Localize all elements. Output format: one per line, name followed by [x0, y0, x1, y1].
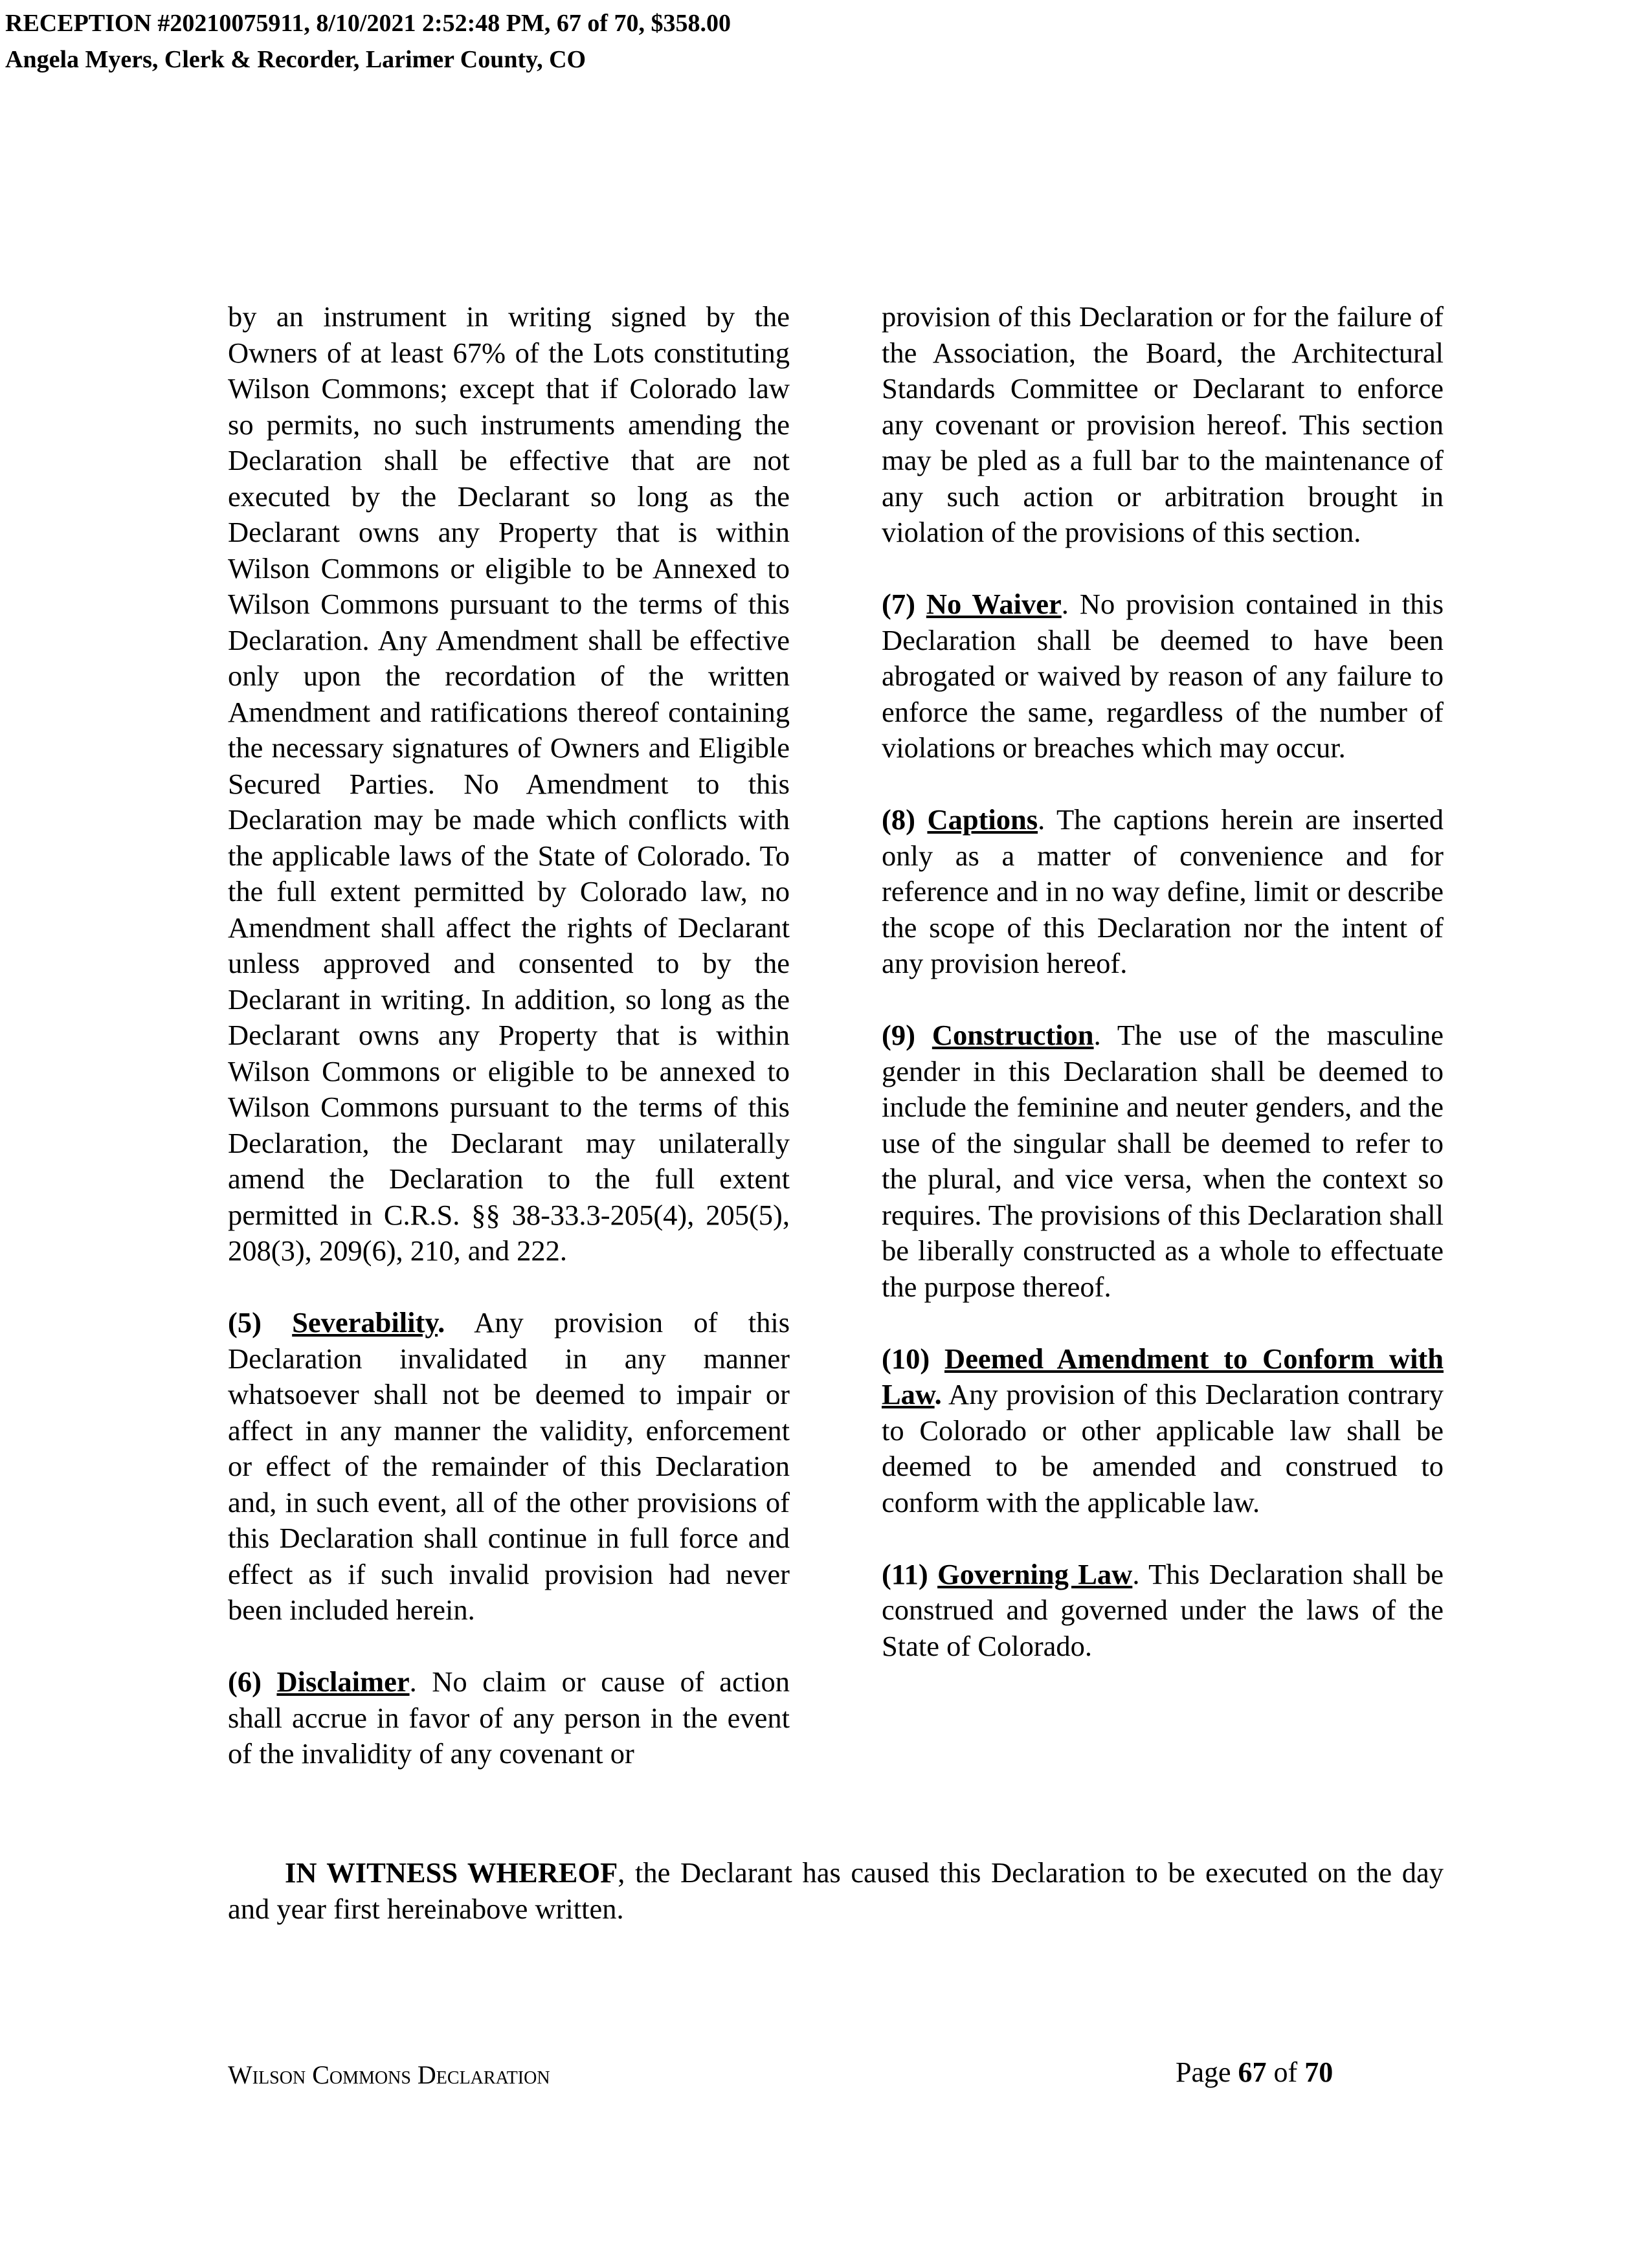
section-text: This Declaration shall be construed and governed under the laws of the State of Colorado. [882, 1557, 1444, 1662]
page-prefix: Page [1176, 2056, 1231, 2088]
recording-stamp [5, 5, 731, 78]
footer-page-number [1176, 2054, 1333, 2091]
section-number: (9) [882, 1019, 915, 1051]
section-text: Any provision of this Declaration contrary to Colorado or other applicable law shall be deemed to be amended and construed to conform with the applicable law. [882, 1378, 1444, 1518]
section-text: No provision contained in this Declaration shall be deemed to have been abrogated or waived by reason of any failure to enforce the same, regardless of the number of violations or breaches which may occur. [882, 588, 1444, 764]
page-total: 70 [1304, 2056, 1334, 2088]
section-text: No claim or cause of action shall accrue in favor of any person in the event of the invalidity of any covenant or [228, 1665, 790, 1770]
section-heading: Construction [932, 1019, 1094, 1051]
section-disclaimer [228, 1664, 790, 1772]
section-heading: Governing Law [937, 1557, 1133, 1590]
section-heading-punct: . [438, 1306, 445, 1339]
section-construction [882, 1017, 1444, 1305]
section-governing-law [882, 1557, 1444, 1665]
section-heading: Deemed Amendment to Conform with Law [882, 1342, 1444, 1410]
witness-text: , the Declarant has caused this Declaration to be executed on the day and year first hereinabove written. [228, 1856, 1444, 1925]
section-heading-punct: . [934, 1378, 942, 1410]
section-heading-punct: . [1061, 588, 1069, 620]
page-of: of [1273, 2056, 1298, 2088]
section-number: (8) [882, 803, 915, 836]
section-number: (5) [228, 1306, 262, 1339]
section-number: (11) [882, 1557, 928, 1590]
section-heading-punct: . [1132, 1557, 1140, 1590]
section-heading-punct: . [409, 1665, 417, 1698]
section-number: (10) [882, 1342, 930, 1375]
section-severability [228, 1305, 790, 1629]
left-column [228, 299, 790, 1772]
section-heading: Disclaimer [276, 1665, 410, 1698]
witness-lead: IN WITNESS WHEREOF [285, 1856, 618, 1889]
section-heading-punct: . [1038, 803, 1045, 836]
section-captions [882, 802, 1444, 982]
section-number: (6) [228, 1665, 262, 1698]
section-heading-punct: . [1093, 1019, 1101, 1051]
right-column [882, 299, 1444, 1664]
section-heading: Captions [927, 803, 1038, 836]
section-text: The captions herein are inserted only as a matter of convenience and for reference and in no way define, limit or describe the scope of this Declaration nor the intent of any provision hereof. [882, 803, 1444, 979]
left-continuation-paragraph: by an instrument in writing signed by the Owners of at least 67% of the Lots constituting Wilson Commons; except that if Colorado law so permits, no such instruments amending the Declaration shall be effective that are not executed by the Declarant so long as the Declarant owns any Property that is within Wilson Commons or eligible to be Annexed to Wilson Commons pursuant to the terms of this Declaration. Any Amendment shall be effective only upon the recordation of the written Amendment and ratifications thereof containing the necessary signatures of Owners and Eligible Secured Parties. No Amendment to this Declaration may be made which conflicts with the applicable laws of the State of Colorado. To the full extent permitted by Colorado law, no Amendment shall affect the rights of Declarant unless approved and consented to by the Declarant in writing. In addition, so long as the Declarant owns any Property that is within Wilson Commons or eligible to be annexed to Wilson Commons pursuant to the terms of this Declaration, the Declarant may unilaterally amend the Declaration to the full extent permitted in C.R.S. §§ 38-33.3-205(4), 205(5), 208(3), 209(6), 210, and 222. [228, 300, 790, 1267]
recording-stamp-line2: Angela Myers, Clerk & Recorder, Larimer County, CO [5, 46, 586, 73]
footer-document-title: Wilson Commons Declaration [228, 2060, 550, 2089]
section-text: Any provision of this Declaration invalidated in any manner whatsoever shall not be deemed to impair or affect in any manner the validity, enforcement or effect of the remainder of this Declaration and, in such event, all of the other provisions of this Declaration shall continue in full force and effect as if such invalid provision had never been included herein. [228, 1306, 790, 1626]
section-heading: No Waiver [926, 588, 1062, 620]
page-current: 67 [1238, 2056, 1267, 2088]
section-heading: Severability [292, 1306, 438, 1339]
section-deemed-amendment [882, 1341, 1444, 1521]
section-number: (7) [882, 588, 915, 620]
section-text: The use of the masculine gender in this Declaration shall be deemed to include the feminine and neuter genders, and the use of the singular shall be deemed to refer to the plural, and vice versa, when the context so requires. The provisions of this Declaration shall be liberally constructed as a whole to effectuate the purpose thereof. [882, 1019, 1444, 1303]
section-no-waiver [882, 586, 1444, 766]
right-continuation-paragraph: provision of this Declaration or for the failure of the Association, the Board, the Architectural Standards Committee or Declarant to enforce any covenant or provision hereof. This section may be pled as a full bar to the maintenance of any such action or arbitration brought in violation of the provisions of this section. [882, 300, 1444, 548]
witness-clause [228, 1855, 1444, 1927]
recording-stamp-line1: RECEPTION #20210075911, 8/10/2021 2:52:48 PM, 67 of 70, $358.00 [5, 10, 731, 37]
